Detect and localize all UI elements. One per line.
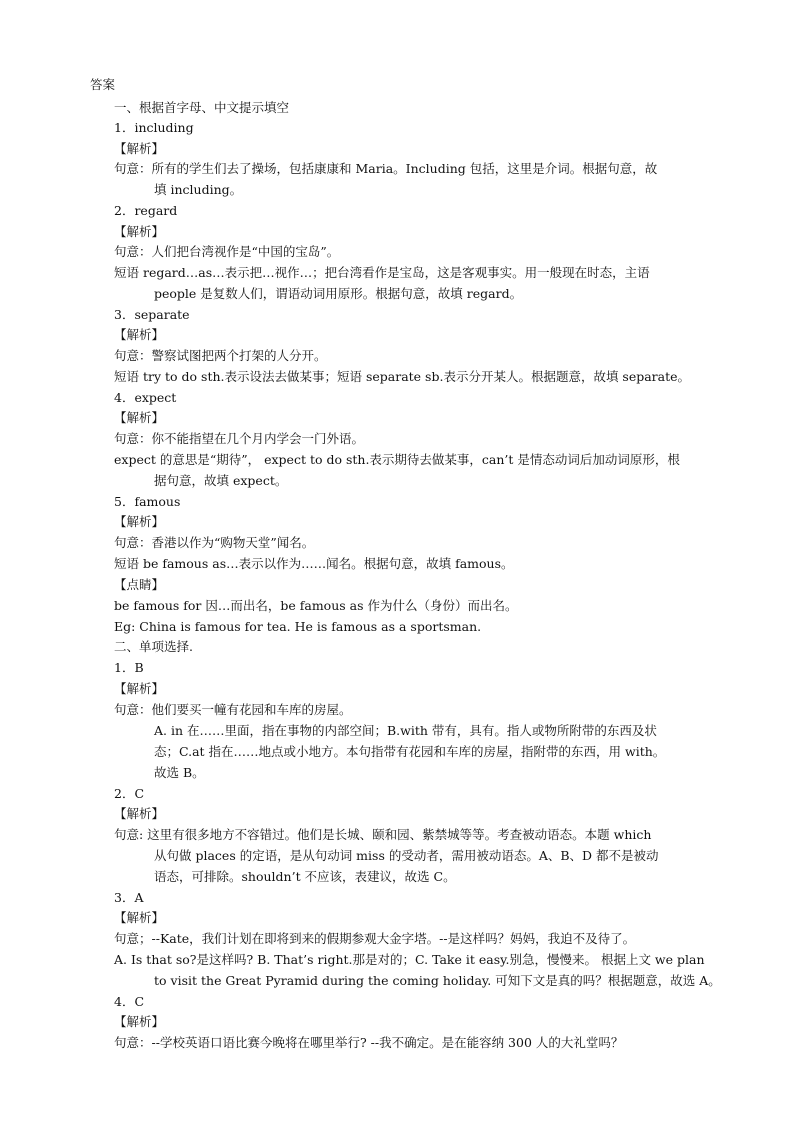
explanation-text: 句意: 这里有很多地方不容错过。他们是长城、颐和园、紫禁城等等。考查被动语态。本题 which xyxy=(114,827,652,842)
analysis-label: 【解析】 xyxy=(114,514,165,529)
explanation-text: 据句意，故填 expect。 xyxy=(154,473,288,488)
analysis-label: 【解析】 xyxy=(114,806,165,821)
explanation-text: 从句做 places 的定语，是从句动词 miss 的受动者，需用被动语态。A、B、D 都不是被动 xyxy=(154,848,659,863)
explanation-text: 态；C.at 指在……地点或小地方。本句指带有花园和车库的房屋，指附带的东西，用 with。 xyxy=(154,744,666,759)
choice-1-heading: 1．B xyxy=(114,660,144,675)
explanation-text: A. Is that so?是这样吗? B. That’s right.那是对的；C. Take it easy.别急，慢慢来。 根据上文 we plan xyxy=(114,952,705,967)
explanation-text: 短语 regard…as…表示把…视作…；把台湾看作是宝岛，这是客观事实。用一般现在时态，主语 xyxy=(114,265,650,280)
analysis-label: 【解析】 xyxy=(114,910,165,925)
key-point-label: 【点睛】 xyxy=(114,577,165,592)
explanation-text: 填 including。 xyxy=(154,182,243,197)
explanation-text: people 是复数人们，谓语动词用原形。根据句意，故填 regard。 xyxy=(154,286,523,301)
explanation-text: 短语 be famous as…表示以作为……闻名。根据句意，故填 famous。 xyxy=(114,556,514,571)
explanation-text: 句意：人们把台湾视作是“中国的宝岛”。 xyxy=(114,244,340,259)
section-heading-multiple-choice: 二、单项选择. xyxy=(114,639,193,654)
explanation-text: 句意：他们要买一幢有花园和车库的房屋。 xyxy=(114,702,352,717)
analysis-label: 【解析】 xyxy=(114,681,165,696)
answer-3-heading: 3．separate xyxy=(114,307,190,322)
analysis-label: 【解析】 xyxy=(114,224,165,239)
explanation-text: A. in 在……里面，指在事物的内部空间；B.with 带有，具有。指人或物所附带的东西及状 xyxy=(154,723,657,738)
analysis-label: 【解析】 xyxy=(114,327,165,342)
choice-4-heading: 4．C xyxy=(114,994,145,1009)
explanation-text: 句意：你不能指望在几个月内学会一门外语。 xyxy=(114,431,365,446)
answer-5-heading: 5．famous xyxy=(114,494,181,509)
explanation-text: expect 的意思是“期待”， expect to do sth.表示期待去做某事，can’t 是情态动词后加动词原形，根 xyxy=(114,452,680,467)
explanation-text: 句意：--学校英语口语比赛今晚将在哪里举行? --我不确定。是在能容纳 300 人的大礼堂吗？ xyxy=(114,1035,624,1050)
analysis-label: 【解析】 xyxy=(114,1014,165,1029)
analysis-label: 【解析】 xyxy=(114,410,165,425)
section-heading-fill-in: 一、根据首字母、中文提示填空 xyxy=(114,100,290,115)
example-sentence: Eg: China is famous for tea. He is famous as a sportsman. xyxy=(114,619,482,634)
explanation-text: 句意；--Kate，我们计划在即将到来的假期参观大金字塔。--是这样吗？妈妈，我迫不及待了。 xyxy=(114,931,636,946)
explanation-text: 句意：警察试图把两个打架的人分开。 xyxy=(114,348,327,363)
explanation-text: 语态，可排除。shouldn’t 不应该，表建议，故选 C。 xyxy=(154,869,456,884)
analysis-label: 【解析】 xyxy=(114,141,165,156)
explanation-text: be famous for 因…而出名，be famous as 作为什么（身份）而出名。 xyxy=(114,598,518,613)
answer-4-heading: 4．expect xyxy=(114,390,177,405)
explanation-text: to visit the Great Pyramid during the coming holiday. 可知下文是真的吗？根据题意，故选 A。 xyxy=(154,973,721,988)
choice-3-heading: 3．A xyxy=(114,890,144,905)
answer-1-heading: 1．including xyxy=(114,120,194,135)
explanation-text: 句意：香港以作为“购物天堂”闻名。 xyxy=(114,535,315,550)
choice-2-heading: 2．C xyxy=(114,786,145,801)
document-title: 答案 xyxy=(90,77,116,92)
explanation-text: 短语 try to do sth.表示设法去做某事；短语 separate sb.表示分开某人。根据题意，故填 separate。 xyxy=(114,369,691,384)
answer-2-heading: 2．regard xyxy=(114,203,178,218)
explanation-text: 句意：所有的学生们去了操场，包括康康和 Maria。Including 包括，这里是介词。根据句意，故 xyxy=(114,161,658,176)
explanation-text: 故选 B。 xyxy=(154,765,205,780)
